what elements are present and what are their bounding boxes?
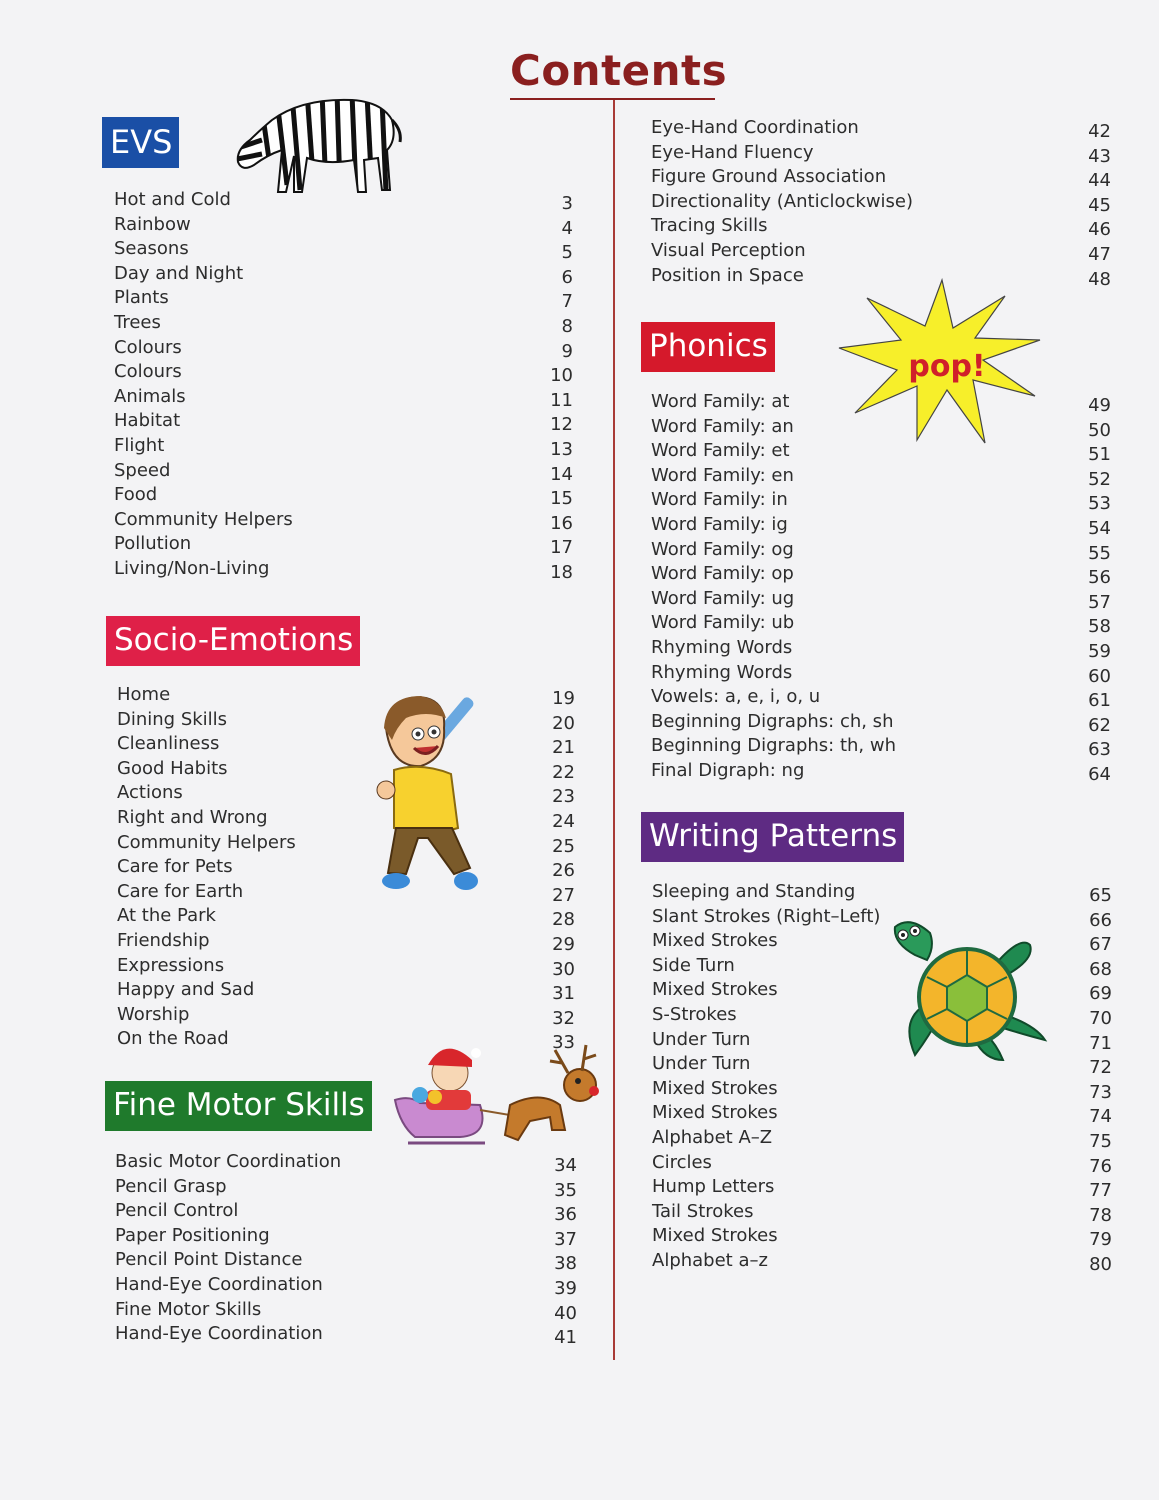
toc-page-number: 53 [1088, 493, 1111, 515]
toc-page-number: 74 [1089, 1106, 1112, 1128]
toc-entry [651, 239, 1111, 264]
toc-page-number: 61 [1088, 690, 1111, 712]
toc-entry-label: Rainbow [114, 213, 191, 235]
toc-entry-label: Cleanliness [117, 733, 220, 755]
toc-entry-label: Mixed Strokes [652, 1102, 778, 1124]
toc-entry-label: Visual Perception [651, 239, 806, 261]
toc-page-number: 9 [561, 340, 573, 362]
toc-page-number: 60 [1088, 665, 1111, 687]
toc-page-number: 70 [1089, 1007, 1112, 1029]
toc-entry-label: Word Family: at [651, 391, 790, 412]
toc-entry-label: Word Family: og [651, 538, 794, 560]
toc-entry [651, 464, 1111, 489]
toc-page-number: 43 [1088, 145, 1111, 167]
toc-entry-label: Tail Strokes [652, 1200, 754, 1222]
toc-entry-label: Word Family: in [651, 489, 788, 511]
toc-entry [651, 661, 1111, 686]
toc-entry-label: Word Family: ig [651, 513, 788, 535]
toc-entry [115, 1248, 577, 1273]
toc-entry [114, 311, 573, 336]
toc-entry [115, 1273, 577, 1298]
toc-page-number: 45 [1088, 194, 1111, 216]
toc-entry [117, 831, 575, 856]
toc-entry-label: Beginning Digraphs: ch, sh [651, 710, 894, 732]
page-title: Contents [510, 46, 728, 95]
toc-page-number: 46 [1088, 219, 1111, 241]
toc-page-number: 59 [1088, 640, 1111, 662]
toc-page-number: 79 [1089, 1229, 1112, 1251]
toc-page-number: 18 [550, 561, 573, 583]
toc-entry [115, 1298, 577, 1323]
toc-page-number: 58 [1088, 616, 1111, 638]
toc-entry [652, 1249, 1112, 1274]
toc-page-number: 78 [1089, 1204, 1112, 1226]
toc-page-number: 33 [552, 1032, 575, 1054]
toc-entry [651, 759, 1111, 784]
toc-entry [114, 237, 573, 262]
heading-fine-motor-skills: Fine Motor Skills [105, 1081, 372, 1131]
toc-entry [117, 880, 575, 905]
toc-entry [652, 1077, 1112, 1102]
toc-entry [651, 587, 1111, 612]
toc-entry-label: Flight [114, 434, 165, 456]
boy-with-bat-illustration [366, 688, 501, 908]
toc-page-number: 49 [1088, 395, 1111, 416]
toc-page-number: 68 [1089, 958, 1112, 980]
toc-page-number: 12 [550, 414, 573, 436]
toc-page-number: 34 [554, 1155, 577, 1176]
toc-entry-label: Final Digraph: ng [651, 759, 805, 781]
toc-entry [652, 1175, 1112, 1200]
toc-page-number: 80 [1089, 1253, 1112, 1275]
toc-entry-label: Mixed Strokes [652, 930, 778, 952]
toc-entry-label: Speed [114, 459, 171, 481]
toc-entry-label: Community Helpers [117, 831, 296, 853]
heading-evs: EVS [102, 117, 179, 168]
toc-entry [651, 710, 1111, 735]
toc-page-number: 23 [552, 786, 575, 808]
toc-entry-label: Pencil Grasp [115, 1175, 227, 1197]
toc-entry-label: Beginning Digraphs: th, wh [651, 735, 896, 757]
toc-entry [114, 532, 573, 557]
toc-entry-label: Word Family: en [651, 464, 794, 486]
toc-entry [114, 483, 573, 508]
toc-entry-label: Eye-Hand Fluency [651, 141, 814, 163]
toc-page-number: 4 [561, 217, 573, 239]
toc-entry-label: Care for Pets [117, 856, 233, 878]
toc-entry [117, 708, 575, 733]
toc-entry-label: Alphabet a–z [652, 1249, 768, 1271]
toc-entry-label: Eye-Hand Coordination [651, 117, 859, 138]
toc-entry-label: Slant Strokes (Right–Left) [652, 905, 881, 927]
toc-page-number: 48 [1088, 268, 1111, 290]
toc-entry [114, 409, 573, 434]
toc-entry-label: Good Habits [117, 757, 228, 779]
toc-page-number: 26 [552, 860, 575, 882]
socio-emotions-list [117, 683, 575, 1052]
toc-page-number: 56 [1088, 567, 1111, 589]
column-divider [613, 100, 615, 1360]
toc-entry-label: Directionality (Anticlockwise) [651, 190, 914, 212]
toc-entry [117, 806, 575, 831]
toc-entry-label: Care for Earth [117, 880, 244, 902]
toc-entry-label: Colours [114, 336, 182, 358]
fine-motor-skills-list [115, 1150, 577, 1347]
toc-entry [114, 336, 573, 361]
toc-entry-label: Side Turn [652, 954, 735, 976]
toc-entry [114, 262, 573, 287]
heading-socio-emotions: Socio-Emotions [106, 616, 360, 666]
toc-entry-label: Basic Motor Coordination [115, 1151, 342, 1172]
toc-entry-label: Expressions [117, 954, 225, 976]
toc-entry-label: Hump Letters [652, 1176, 775, 1198]
toc-entry-label: Word Family: ub [651, 612, 795, 634]
toc-page-number: 19 [552, 688, 575, 709]
toc-entry [652, 1200, 1112, 1225]
toc-page-number: 10 [550, 365, 573, 387]
toc-entry-label: Food [114, 484, 158, 506]
toc-entry [115, 1224, 577, 1249]
toc-entry-label: Circles [652, 1151, 712, 1173]
toc-page-number: 25 [552, 835, 575, 857]
toc-entry [652, 1224, 1112, 1249]
fine-motor-continued-list [651, 116, 1111, 288]
toc-entry-label: Figure Ground Association [651, 166, 887, 188]
toc-entry [117, 978, 575, 1003]
toc-entry [115, 1322, 577, 1347]
toc-entry-label: Word Family: op [651, 563, 794, 585]
toc-entry [651, 116, 1111, 141]
toc-entry [652, 1101, 1112, 1126]
toc-entry [114, 459, 573, 484]
toc-entry [651, 685, 1111, 710]
toc-page-number: 27 [552, 884, 575, 906]
toc-page-number: 21 [552, 737, 575, 759]
toc-page-number: 29 [552, 933, 575, 955]
toc-page-number: 41 [554, 1327, 577, 1349]
toc-page-number: 66 [1089, 909, 1112, 931]
toc-entry [651, 488, 1111, 513]
toc-entry [117, 929, 575, 954]
toc-entry [114, 385, 573, 410]
toc-entry-label: At the Park [117, 905, 216, 927]
toc-entry-label: Fine Motor Skills [115, 1298, 262, 1320]
toc-entry [651, 165, 1111, 190]
toc-page-number: 63 [1088, 739, 1111, 761]
toc-entry-label: Colours [114, 361, 182, 383]
toc-entry-label: On the Road [117, 1028, 229, 1050]
toc-entry [651, 190, 1111, 215]
toc-entry-label: Mixed Strokes [652, 979, 778, 1001]
toc-page-number: 65 [1089, 885, 1112, 906]
toc-page-number: 69 [1089, 983, 1112, 1005]
toc-page-number: 76 [1089, 1155, 1112, 1177]
toc-page-number: 51 [1088, 444, 1111, 466]
toc-page-number: 40 [554, 1302, 577, 1324]
toc-page-number: 36 [554, 1204, 577, 1226]
toc-entry [117, 683, 575, 708]
toc-page-number: 37 [554, 1228, 577, 1250]
toc-page-number: 55 [1088, 542, 1111, 564]
toc-page-number: 16 [550, 512, 573, 534]
toc-entry [115, 1150, 577, 1175]
toc-entry-label: Paper Positioning [115, 1224, 270, 1246]
toc-entry [117, 781, 575, 806]
toc-page-number: 39 [554, 1277, 577, 1299]
toc-entry-label: Seasons [114, 238, 189, 260]
toc-page-number: 31 [552, 983, 575, 1005]
toc-entry-label: Day and Night [114, 262, 244, 284]
toc-entry [117, 757, 575, 782]
toc-entry-label: Worship [117, 1003, 190, 1025]
toc-entry-label: Under Turn [652, 1028, 751, 1050]
toc-entry [117, 1003, 575, 1028]
toc-entry [114, 360, 573, 385]
pop-burst-illustration [835, 278, 1050, 448]
toc-page-number: 47 [1088, 243, 1111, 265]
toc-entry-label: Hot and Cold [114, 189, 231, 210]
toc-entry-label: Position in Space [651, 264, 804, 286]
toc-entry [115, 1199, 577, 1224]
toc-entry-label: Dining Skills [117, 708, 228, 730]
toc-entry-label: Word Family: ug [651, 587, 795, 609]
toc-entry [651, 636, 1111, 661]
toc-page-number: 20 [552, 712, 575, 734]
toc-entry [114, 286, 573, 311]
toc-page-number: 32 [552, 1007, 575, 1029]
toc-entry-label: Mixed Strokes [652, 1225, 778, 1247]
toc-entry [651, 538, 1111, 563]
toc-page-number: 8 [561, 315, 573, 337]
toc-entry-label: Happy and Sad [117, 979, 255, 1001]
toc-entry-label: Mixed Strokes [652, 1077, 778, 1099]
toc-entry [651, 214, 1111, 239]
toc-entry [117, 954, 575, 979]
toc-entry-label: Community Helpers [114, 508, 293, 530]
toc-entry-label: Alphabet A–Z [652, 1126, 773, 1148]
toc-entry [114, 434, 573, 459]
toc-entry-label: Actions [117, 782, 183, 804]
toc-entry-label: Tracing Skills [651, 215, 768, 237]
heading-writing-patterns: Writing Patterns [641, 812, 904, 862]
toc-entry [117, 732, 575, 757]
toc-page-number: 62 [1088, 714, 1111, 736]
santa-sleigh-reindeer-illustration [390, 1035, 605, 1150]
toc-entry-label: Pencil Control [115, 1200, 239, 1222]
toc-entry-label: Habitat [114, 410, 181, 432]
toc-entry-label: Home [117, 684, 171, 705]
toc-entry-label: Plants [114, 287, 169, 309]
toc-entry-label: Animals [114, 385, 186, 407]
toc-page-number: 30 [552, 958, 575, 980]
toc-entry [652, 1151, 1112, 1176]
toc-entry-label: Hand-Eye Coordination [115, 1273, 323, 1295]
toc-entry-label: Pencil Point Distance [115, 1249, 303, 1271]
toc-page-number: 17 [550, 537, 573, 559]
toc-entry [651, 734, 1111, 759]
toc-entry [117, 855, 575, 880]
toc-page-number: 75 [1089, 1130, 1112, 1152]
toc-entry [652, 880, 1112, 905]
toc-page-number: 38 [554, 1253, 577, 1275]
toc-page-number: 57 [1088, 591, 1111, 613]
toc-page-number: 67 [1089, 934, 1112, 956]
toc-page-number: 22 [552, 761, 575, 783]
toc-entry-label: Pollution [114, 533, 192, 555]
toc-page-number: 5 [561, 242, 573, 264]
toc-entry [114, 213, 573, 238]
pop-burst-text: pop! [908, 349, 986, 384]
toc-entry [651, 611, 1111, 636]
toc-entry [117, 904, 575, 929]
toc-page-number: 28 [552, 909, 575, 931]
toc-page-number: 11 [550, 389, 573, 411]
toc-page-number: 42 [1088, 121, 1111, 142]
toc-entry-label: Word Family: an [651, 415, 794, 437]
turtle-illustration [885, 915, 1050, 1065]
toc-page-number: 6 [561, 266, 573, 288]
toc-entry [651, 141, 1111, 166]
toc-entry-label: S-Strokes [652, 1003, 737, 1025]
evs-list [114, 188, 573, 582]
toc-page-number: 44 [1088, 170, 1111, 192]
toc-entry-label: Sleeping and Standing [652, 881, 856, 902]
toc-page-number: 64 [1088, 763, 1111, 785]
toc-entry-label: Rhyming Words [651, 661, 793, 683]
toc-entry-label: Friendship [117, 929, 210, 951]
toc-entry [114, 508, 573, 533]
toc-entry-label: Word Family: et [651, 440, 790, 462]
toc-page-number: 52 [1088, 468, 1111, 490]
toc-entry-label: Living/Non-Living [114, 557, 270, 579]
toc-page-number: 77 [1089, 1180, 1112, 1202]
toc-entry [114, 557, 573, 582]
toc-page-number: 72 [1089, 1057, 1112, 1079]
toc-entry-label: Trees [114, 311, 161, 333]
toc-page-number: 13 [550, 438, 573, 460]
toc-entry [115, 1175, 577, 1200]
toc-entry-label: Rhyming Words [651, 636, 793, 658]
toc-page-number: 71 [1089, 1032, 1112, 1054]
toc-entry-label: Vowels: a, e, i, o, u [651, 686, 821, 708]
heading-phonics: Phonics [641, 322, 775, 372]
toc-entry [651, 513, 1111, 538]
toc-entry [652, 1126, 1112, 1151]
toc-page-number: 50 [1088, 419, 1111, 441]
zebra-illustration [232, 80, 404, 200]
phonics-list [651, 390, 1111, 784]
toc-page-number: 24 [552, 810, 575, 832]
toc-page-number: 7 [561, 291, 573, 313]
toc-entry-label: Right and Wrong [117, 806, 268, 828]
toc-page-number: 14 [550, 463, 573, 485]
toc-page-number: 15 [550, 488, 573, 510]
toc-entry-label: Under Turn [652, 1053, 751, 1075]
toc-page-number: 35 [554, 1179, 577, 1201]
toc-entry [651, 562, 1111, 587]
toc-page-number: 3 [561, 193, 573, 214]
toc-page-number: 73 [1089, 1081, 1112, 1103]
toc-page-number: 54 [1088, 517, 1111, 539]
toc-entry-label: Hand-Eye Coordination [115, 1323, 323, 1345]
